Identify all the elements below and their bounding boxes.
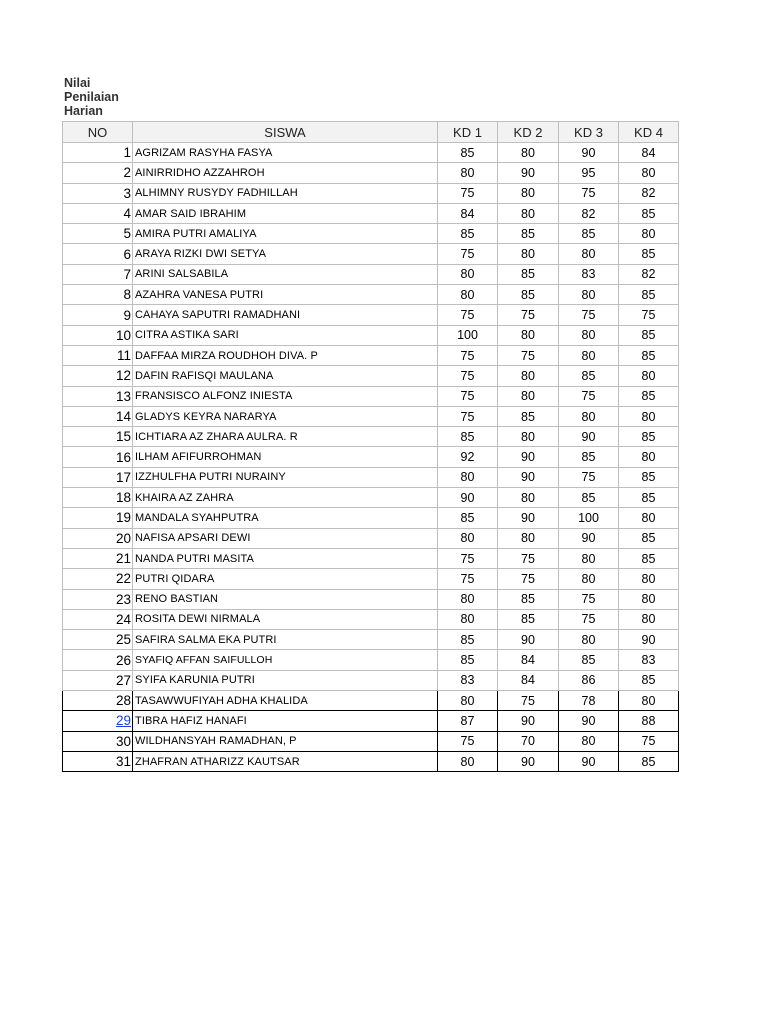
score-kd2: 75: [498, 345, 559, 365]
header-kd3: KD 3: [559, 122, 619, 143]
score-kd3: 80: [559, 569, 619, 589]
score-kd4: 80: [619, 406, 679, 426]
table-row: [63, 589, 679, 609]
score-kd3: 85: [559, 224, 619, 244]
row-number: 4: [63, 203, 133, 223]
header-kd2: KD 2: [498, 122, 559, 143]
score-kd1: 80: [438, 528, 498, 548]
table-row: [63, 427, 679, 447]
score-kd3: 90: [559, 711, 619, 731]
table-body: [63, 143, 679, 772]
score-kd1: 84: [438, 203, 498, 223]
title-line-3: Harian: [64, 104, 103, 118]
student-name: AINIRRIDHO AZZAHROH: [133, 163, 438, 183]
header-row: [63, 122, 679, 143]
score-kd1: 75: [438, 345, 498, 365]
student-name: ZHAFRAN ATHARIZZ KAUTSAR: [133, 751, 438, 771]
score-kd1: 80: [438, 467, 498, 487]
row-number: 23: [63, 589, 133, 609]
score-kd3: 75: [559, 305, 619, 325]
score-kd1: 75: [438, 569, 498, 589]
table-row: [63, 650, 679, 670]
table-row: [63, 691, 679, 711]
score-kd4: 85: [619, 386, 679, 406]
student-name: SYAFIQ AFFAN SAIFULLOH: [133, 650, 438, 670]
score-kd2: 90: [498, 508, 559, 528]
score-kd3: 75: [559, 609, 619, 629]
student-name: WILDHANSYAH RAMADHAN, P: [133, 731, 438, 751]
score-kd4: 85: [619, 670, 679, 690]
table-row: [63, 203, 679, 223]
row-number: 18: [63, 488, 133, 508]
score-kd2: 80: [498, 203, 559, 223]
table-row: [63, 447, 679, 467]
table-row: [63, 548, 679, 568]
score-kd4: 83: [619, 650, 679, 670]
table-row: [63, 143, 679, 163]
student-name: ALHIMNY RUSYDY FADHILLAH: [133, 183, 438, 203]
student-name: CITRA ASTIKA SARI: [133, 325, 438, 345]
score-kd4: 85: [619, 528, 679, 548]
score-kd3: 82: [559, 203, 619, 223]
table-row: [63, 345, 679, 365]
score-kd4: 80: [619, 163, 679, 183]
table-row: [63, 569, 679, 589]
row-number: 24: [63, 609, 133, 629]
score-kd4: 75: [619, 731, 679, 751]
score-kd2: 90: [498, 163, 559, 183]
score-kd4: 88: [619, 711, 679, 731]
score-kd3: 75: [559, 589, 619, 609]
score-kd3: 100: [559, 508, 619, 528]
score-kd1: 75: [438, 548, 498, 568]
score-kd4: 85: [619, 345, 679, 365]
student-name: ARAYA RIZKI DWI SETYA: [133, 244, 438, 264]
score-kd2: 85: [498, 224, 559, 244]
score-kd3: 80: [559, 630, 619, 650]
score-kd2: 80: [498, 325, 559, 345]
student-name: PUTRI QIDARA: [133, 569, 438, 589]
title-line-2: Penilaian: [64, 90, 119, 104]
student-name: NAFISA APSARI DEWI: [133, 528, 438, 548]
table-row: [63, 224, 679, 244]
student-name: AGRIZAM RASYHA FASYA: [133, 143, 438, 163]
student-name: AMAR SAID IBRAHIM: [133, 203, 438, 223]
score-kd1: 85: [438, 650, 498, 670]
row-number: 26: [63, 650, 133, 670]
table-row: [63, 285, 679, 305]
score-kd4: 80: [619, 589, 679, 609]
row-number-link[interactable]: 29: [115, 713, 131, 729]
row-number: 25: [63, 630, 133, 650]
score-kd3: 80: [559, 345, 619, 365]
student-name: TIBRA HAFIZ HANAFI: [133, 711, 438, 731]
row-number: 31: [63, 751, 133, 771]
student-name: IZZHULFHA PUTRI NURAINY: [133, 467, 438, 487]
table-row: [63, 528, 679, 548]
score-kd2: 85: [498, 406, 559, 426]
score-kd4: 82: [619, 183, 679, 203]
score-kd2: 90: [498, 630, 559, 650]
score-kd2: 75: [498, 569, 559, 589]
table-row: [63, 325, 679, 345]
score-kd3: 80: [559, 285, 619, 305]
row-number: 27: [63, 670, 133, 690]
score-kd1: 90: [438, 488, 498, 508]
row-number: 14: [63, 406, 133, 426]
score-kd2: 84: [498, 650, 559, 670]
score-kd2: 85: [498, 264, 559, 284]
score-kd2: 90: [498, 751, 559, 771]
header-kd4: KD 4: [619, 122, 679, 143]
student-name: GLADYS KEYRA NARARYA: [133, 406, 438, 426]
student-name: ICHTIARA AZ ZHARA AULRA. R: [133, 427, 438, 447]
grades-table: [62, 121, 679, 772]
score-kd2: 80: [498, 244, 559, 264]
score-kd3: 85: [559, 488, 619, 508]
score-kd3: 90: [559, 427, 619, 447]
table-row: [63, 386, 679, 406]
student-name: RENO BASTIAN: [133, 589, 438, 609]
score-kd4: 80: [619, 447, 679, 467]
table-row: [63, 711, 679, 731]
row-number: 8: [63, 285, 133, 305]
score-kd3: 80: [559, 406, 619, 426]
score-kd4: 75: [619, 305, 679, 325]
score-kd1: 85: [438, 508, 498, 528]
table-row: [63, 508, 679, 528]
score-kd4: 84: [619, 143, 679, 163]
score-kd1: 80: [438, 589, 498, 609]
row-number: 13: [63, 386, 133, 406]
score-kd1: 75: [438, 183, 498, 203]
score-kd2: 80: [498, 427, 559, 447]
row-number: 5: [63, 224, 133, 244]
score-kd2: 84: [498, 670, 559, 690]
score-kd3: 90: [559, 528, 619, 548]
document-title: [64, 76, 144, 118]
row-number: 9: [63, 305, 133, 325]
score-kd4: 85: [619, 203, 679, 223]
score-kd1: 80: [438, 264, 498, 284]
table-row: [63, 670, 679, 690]
score-kd2: 90: [498, 447, 559, 467]
score-kd1: 83: [438, 670, 498, 690]
score-kd2: 90: [498, 711, 559, 731]
score-kd2: 90: [498, 467, 559, 487]
score-kd3: 90: [559, 143, 619, 163]
table-row: [63, 467, 679, 487]
score-kd3: 80: [559, 731, 619, 751]
score-kd3: 95: [559, 163, 619, 183]
score-kd4: 85: [619, 244, 679, 264]
student-name: SYIFA KARUNIA PUTRI: [133, 670, 438, 690]
score-kd1: 75: [438, 366, 498, 386]
score-kd4: 90: [619, 630, 679, 650]
student-name: FRANSISCO ALFONZ INIESTA: [133, 386, 438, 406]
score-kd2: 80: [498, 528, 559, 548]
score-kd4: 85: [619, 751, 679, 771]
score-kd1: 85: [438, 427, 498, 447]
table-row: [63, 488, 679, 508]
score-kd4: 80: [619, 569, 679, 589]
student-name: ROSITA DEWI NIRMALA: [133, 609, 438, 629]
score-kd2: 80: [498, 143, 559, 163]
row-number: 16: [63, 447, 133, 467]
score-kd2: 85: [498, 589, 559, 609]
table-row: [63, 366, 679, 386]
score-kd4: 80: [619, 691, 679, 711]
header-siswa: SISWA: [133, 122, 438, 143]
score-kd1: 80: [438, 691, 498, 711]
student-name: AZAHRA VANESA PUTRI: [133, 285, 438, 305]
student-name: TASAWWUFIYAH ADHA KHALIDA: [133, 691, 438, 711]
score-kd3: 85: [559, 650, 619, 670]
row-number: 28: [63, 691, 133, 711]
score-kd3: 80: [559, 244, 619, 264]
score-kd4: 82: [619, 264, 679, 284]
row-number: 6: [63, 244, 133, 264]
score-kd1: 80: [438, 609, 498, 629]
score-kd2: 80: [498, 488, 559, 508]
row-number: 2: [63, 163, 133, 183]
score-kd2: 75: [498, 305, 559, 325]
score-kd3: 85: [559, 447, 619, 467]
score-kd1: 80: [438, 285, 498, 305]
score-kd1: 75: [438, 244, 498, 264]
score-kd4: 85: [619, 548, 679, 568]
score-kd1: 85: [438, 224, 498, 244]
score-kd2: 80: [498, 366, 559, 386]
student-name: NANDA PUTRI MASITA: [133, 548, 438, 568]
score-kd2: 70: [498, 731, 559, 751]
score-kd3: 75: [559, 467, 619, 487]
row-number: 12: [63, 366, 133, 386]
student-name: MANDALA SYAHPUTRA: [133, 508, 438, 528]
score-kd4: 80: [619, 224, 679, 244]
score-kd3: 80: [559, 325, 619, 345]
score-kd2: 75: [498, 691, 559, 711]
table-row: [63, 244, 679, 264]
student-name: DAFIN RAFISQI MAULANA: [133, 366, 438, 386]
table-row: [63, 751, 679, 771]
score-kd1: 87: [438, 711, 498, 731]
score-kd1: 85: [438, 143, 498, 163]
table-row: [63, 731, 679, 751]
table-row: [63, 183, 679, 203]
score-kd1: 80: [438, 163, 498, 183]
header-kd1: KD 1: [438, 122, 498, 143]
score-kd3: 80: [559, 548, 619, 568]
row-number: 11: [63, 345, 133, 365]
table-row: [63, 264, 679, 284]
score-kd4: 80: [619, 609, 679, 629]
score-kd4: 85: [619, 488, 679, 508]
score-kd1: 75: [438, 305, 498, 325]
title-line-1: Nilai: [64, 76, 91, 90]
student-name: SAFIRA SALMA EKA PUTRI: [133, 630, 438, 650]
row-number: 15: [63, 427, 133, 447]
student-name: ILHAM AFIFURROHMAN: [133, 447, 438, 467]
score-kd1: 85: [438, 630, 498, 650]
table-row: [63, 305, 679, 325]
row-number: 1: [63, 143, 133, 163]
score-kd1: 100: [438, 325, 498, 345]
student-name: KHAIRA AZ ZAHRA: [133, 488, 438, 508]
table-row: [63, 630, 679, 650]
score-kd2: 80: [498, 183, 559, 203]
score-kd2: 80: [498, 386, 559, 406]
score-kd1: 80: [438, 751, 498, 771]
row-number: 20: [63, 528, 133, 548]
row-number: 7: [63, 264, 133, 284]
row-number: 21: [63, 548, 133, 568]
score-kd4: 85: [619, 467, 679, 487]
student-name: AMIRA PUTRI AMALIYA: [133, 224, 438, 244]
score-kd4: 85: [619, 325, 679, 345]
score-kd3: 86: [559, 670, 619, 690]
score-kd4: 80: [619, 508, 679, 528]
score-kd4: 85: [619, 427, 679, 447]
row-number: 22: [63, 569, 133, 589]
table-row: [63, 609, 679, 629]
score-kd1: 75: [438, 386, 498, 406]
score-kd1: 75: [438, 731, 498, 751]
score-kd4: 85: [619, 285, 679, 305]
student-name: CAHAYA SAPUTRI RAMADHANI: [133, 305, 438, 325]
header-no: NO: [63, 122, 133, 143]
student-name: DAFFAA MIRZA ROUDHOH DIVA. P: [133, 345, 438, 365]
row-number: 30: [63, 731, 133, 751]
row-number: 3: [63, 183, 133, 203]
score-kd1: 75: [438, 406, 498, 426]
score-kd3: 75: [559, 183, 619, 203]
table-row: [63, 163, 679, 183]
table-row: [63, 406, 679, 426]
score-kd2: 85: [498, 285, 559, 305]
student-name: ARINI SALSABILA: [133, 264, 438, 284]
score-kd2: 75: [498, 548, 559, 568]
row-number: [63, 711, 133, 731]
row-number: 10: [63, 325, 133, 345]
score-kd3: 75: [559, 386, 619, 406]
score-kd3: 90: [559, 751, 619, 771]
score-kd1: 92: [438, 447, 498, 467]
row-number: 17: [63, 467, 133, 487]
row-number: 19: [63, 508, 133, 528]
score-kd3: 78: [559, 691, 619, 711]
score-kd3: 85: [559, 366, 619, 386]
score-kd4: 80: [619, 366, 679, 386]
score-kd2: 85: [498, 609, 559, 629]
score-kd3: 83: [559, 264, 619, 284]
